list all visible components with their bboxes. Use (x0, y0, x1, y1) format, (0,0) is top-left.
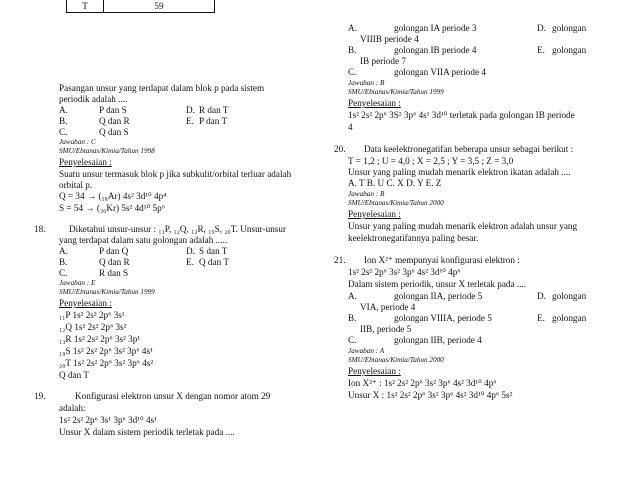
q19-source: SMU/Ebtanas/Kimia/Tahun 1999 (348, 88, 444, 96)
q18-text-line1: Diketahui unsur-unsur : ₁₁P, ₁₂Q, ₁₃R, ₁₉S, ₂₀T. Unsur-unsur (69, 224, 287, 234)
q21-opt-e-letter: E. (537, 313, 545, 323)
q19-opt-e-letter: E. (537, 45, 545, 55)
q17-opt-a-letter: A. (59, 105, 68, 115)
q20-solution-heading: Penyelesaian : (348, 209, 401, 219)
q21-source: SMU/Ebtanas/Kimia/Tahun 2000 (348, 356, 444, 364)
q20-text-line1: Data keelektronegatifan beberapa unsur sebagai berikut : (364, 144, 574, 154)
q17-opt-d-letter: D. (186, 105, 195, 115)
q19-opt-c-letter: C. (348, 67, 357, 77)
q18-number: 18. (34, 224, 46, 234)
q21-opt-e-text: golongan (552, 313, 587, 323)
q18-config-q: ₁₂Q 1s² 2s² 2p⁶ 3s² (59, 322, 127, 332)
q20-solution-line2: keelektronegatifannya paling besar. (348, 233, 479, 243)
q20-number: 20. (334, 144, 346, 154)
q19-opt-b-text: golongan IB periode 4 (394, 45, 477, 55)
q21-solution-heading: Penyelesaian : (348, 366, 401, 376)
q19-opt-d-letter: D. (537, 23, 546, 33)
q17-opt-b-text: Q dan R (99, 116, 130, 126)
q21-opt-b-letter: B. (348, 313, 357, 323)
q20-solution-line1: Unsur yang paling mudah menarik elektron adalah unsur yang (348, 221, 578, 231)
q19-number: 19. (34, 391, 46, 401)
q20-answer: Jawaban : B (348, 190, 385, 198)
q17-opt-a-text: P dan S (99, 105, 127, 115)
q19-opt-c-text: golongan VIIA periode 4 (394, 67, 486, 77)
q18-opt-a-text: P dan Q (99, 246, 129, 256)
q17-opt-e-letter: E. (186, 116, 194, 126)
q18-solution-heading: Penyelesaian : (59, 298, 112, 308)
q17-solution-line1: Suatu unsur termasuk blok p jika subkulit/orbital terluar adalah (59, 169, 292, 179)
q18-opt-e-text: Q dan T (199, 257, 229, 267)
q20-options: A. T B. U C. X D. Y E. Z (348, 178, 442, 188)
q19-solution-line2: 4 (348, 122, 353, 132)
q18-opt-c-letter: C. (59, 268, 68, 278)
q18-opt-a-letter: A. (59, 246, 68, 256)
q19-opt-d-text: golongan (552, 23, 587, 33)
q21-opt-a-text: golongan IIA, periode 5 (394, 291, 483, 301)
q21-opt-b-text: golongan VIIIA, periode 5 (394, 313, 492, 323)
q18-config-p: ₁₁P 1s² 2s² 2p⁶ 3s¹ (59, 310, 125, 320)
q21-opt-d-text: golongan (552, 291, 587, 301)
q21-opt-e-wrap: IIB, periode 5 (360, 324, 412, 334)
q18-config-t: ₂₀T 1s² 2s² 2p⁶ 3s² 3p⁶ 4s² (59, 358, 154, 368)
q21-answer: Jawaban : A (348, 347, 385, 355)
q19-solution-line1: 1s² 2s² 2p⁶ 3S² 3p⁶ 4s¹ 3d¹⁰ terletak pada golongan IB periode (348, 110, 575, 120)
q19-text-line2: adalah: (59, 403, 86, 413)
q17-solution-config-q: Q = 34 → (₁₈Ar) 4s² 3d¹⁰ 4p⁴ (59, 191, 167, 201)
q21-text-line2: 1s² 2s² 2p⁶ 3s² 3p⁶ 4s² 3d¹⁰ 4p⁶ (348, 267, 461, 277)
q21-opt-d-wrap: VIA, periode 4 (360, 302, 416, 312)
q21-opt-c-letter: C. (348, 335, 357, 345)
q18-opt-e-letter: E. (186, 257, 194, 267)
q17-source: SMU/Ebtanas/Kimia/Tahun 1998 (59, 147, 155, 155)
q21-opt-a-letter: A. (348, 291, 357, 301)
q20-source: SMU/Ebtanas/Kimia/Tahun 2000 (348, 199, 444, 207)
q19-opt-e-text: golongan (552, 45, 587, 55)
q21-solution-atom: Unsur X : 1s² 2s² 2p⁶ 3s² 3p⁶ 4s² 3d¹⁰ 4p⁶ 5s² (348, 390, 513, 400)
q17-opt-e-text: P dan T (199, 116, 228, 126)
q18-opt-b-letter: B. (59, 257, 68, 267)
q20-text-line3: Unsur yang paling mudah menarik elektron ikatan adalah .... (348, 167, 571, 177)
q21-solution-ion: Ion X²⁺ : 1s² 2s² 2p⁶ 3s² 3p⁶ 4s² 3d¹⁰ 4p⁶ (348, 378, 497, 388)
q17-opt-c-text: Q dan S (99, 127, 129, 137)
q18-source: SMU/Ebtanas/Kimia/Tahun 1999 (59, 288, 155, 296)
q17-intro-line2: periodik adalah .... (59, 94, 128, 104)
q17-solution-config-s: S = 54 → (₃₆Kr) 5s² 4d¹⁰ 5p⁶ (59, 203, 165, 213)
q21-text-line1: Ion X²⁺ mempunyai konfigurasi elektron : (364, 255, 520, 265)
q18-config-s: ₁₉S 1s² 2s² 2p⁶ 3s² 3p⁶ 4s¹ (59, 346, 153, 356)
q18-opt-d-letter: D. (186, 246, 195, 256)
q17-intro-line1: Pasangan unsur yang terdapat dalam blok p pada sistem (59, 83, 265, 93)
q18-conclusion: Q dan T (59, 370, 89, 380)
q18-answer: Jawaban : E (59, 279, 96, 287)
q19-opt-d-wrap: VIIIB periode 4 (360, 34, 419, 44)
q20-text-line2: T = 1,2 ; U = 4,0 ; X = 2,5 ; Y = 3,5 ; Z = 3,0 (348, 156, 514, 166)
q18-config-r: ₁₃R 1s² 2s² 2p⁶ 3s² 3p¹ (59, 334, 141, 344)
top-table-right-cell: 59 (104, 0, 215, 13)
q18-opt-d-text: S dan T (199, 246, 228, 256)
q19-opt-a-letter: A. (348, 23, 357, 33)
q19-solution-heading: Penyelesaian : (348, 98, 401, 108)
q19-opt-b-letter: B. (348, 45, 357, 55)
q21-text-line3: Dalam sistem periodik, unsur X terletak pada .... (348, 279, 527, 289)
q19-answer: Jawaban : B (348, 79, 385, 87)
q21-number: 21. (334, 255, 346, 265)
q19-text-line1: Konfigurasi elektron unsur X dengan nomor atom 29 (75, 391, 271, 401)
q19-opt-a-text: golongan IA periode 3 (394, 23, 477, 33)
q18-opt-c-text: R dan S (99, 268, 129, 278)
q17-opt-c-letter: C. (59, 127, 68, 137)
q19-text-line4: Unsur X dalam sistem periodik terletak pada .... (59, 427, 235, 437)
q18-opt-b-text: Q dan R (99, 257, 130, 267)
q18-text-line2: yang terdapat dalam satu golongan adalah ..... (59, 235, 228, 245)
q17-solution-heading: Penyelesaian : (59, 157, 112, 167)
q19-opt-e-wrap: IB periode 7 (360, 56, 406, 66)
top-table-left-cell: T (67, 0, 104, 13)
q17-opt-d-text: R dan T (199, 105, 229, 115)
top-table (66, 0, 215, 13)
q19-text-line3: 1s² 2s² 2p⁶ 3s¹ 3p⁶ 3d¹⁰ 4s¹ (59, 415, 157, 425)
q17-opt-b-letter: B. (59, 116, 68, 126)
q21-opt-c-text: golongan IIB, periode 4 (394, 335, 482, 345)
q17-answer: Jawaban : C (59, 138, 96, 146)
q21-opt-d-letter: D. (537, 291, 546, 301)
q17-solution-line2: orbital p. (59, 180, 93, 190)
